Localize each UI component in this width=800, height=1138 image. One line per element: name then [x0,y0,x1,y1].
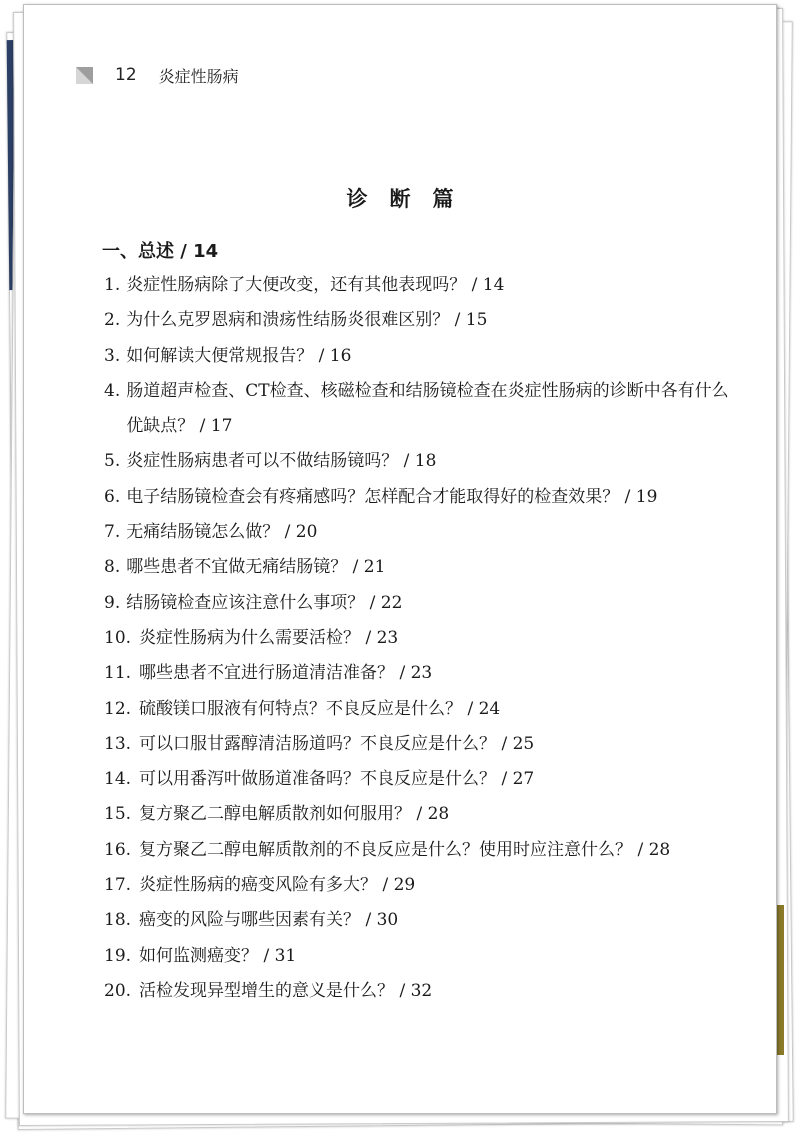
toc-entry-text: 哪些患者不宜进行肠道清洁准备？ / 23 [139,663,433,684]
toc-entry [104,939,744,974]
toc-entry-number: 13. [104,733,132,754]
toc-entry-text: 活检发现异型增生的意义是什么？ / 32 [139,980,433,1001]
toc-entry-text: 癌变的风险与哪些因素有关？ / 30 [139,910,399,931]
toc-entry-number: 3. [104,345,121,366]
toc-entry-number: 4. [104,380,121,401]
toc-entry [104,550,744,585]
toc-entry-text: 复方聚乙二醇电解质散剂如何服用？ / 28 [139,804,450,825]
toc-entry-number: 6. [104,486,121,507]
toc-entry-number: 19. [104,945,132,966]
toc-entry [104,480,744,515]
page-number: 12 [115,65,137,85]
toc-entry-number: 15. [104,804,132,825]
chapter-heading: 一、总述 / 14 [102,241,219,262]
toc-entry-text: 炎症性肠病的癌变风险有多大？ / 29 [139,875,416,896]
toc-entry-text: 炎症性肠病为什么需要活检？ / 23 [139,627,399,648]
toc-entry-number: 17. [104,875,132,896]
toc-entry [104,621,744,656]
toc-entry-text: 如何监测癌变？ / 31 [139,945,297,966]
toc-entry-text: 可以口服甘露醇清洁肠道吗？不良反应是什么？ / 25 [139,733,535,754]
table-of-contents [104,268,744,1009]
toc-entry-text: 可以用番泻叶做肠道准备吗？不良反应是什么？ / 27 [139,769,535,790]
toc-entry [104,833,744,868]
toc-entry [104,903,744,938]
toc-entry-text: 炎症性肠病患者可以不做结肠镜吗？ / 18 [126,451,437,472]
section-title: 诊断篇 [346,187,476,211]
toc-entry-text: 无痛结肠镜怎么做？ / 20 [126,522,318,543]
toc-entry-number: 16. [104,839,132,860]
toc-entry-text: 炎症性肠病除了大便改变，还有其他表现吗？ / 14 [126,275,505,295]
toc-entry-number: 12. [104,698,132,719]
toc-entry [104,586,744,621]
toc-entry [104,374,744,445]
toc-entry [104,797,744,832]
toc-entry-number: 1. [104,275,121,295]
toc-entry [104,727,744,762]
toc-entry-number: 14. [104,769,132,790]
toc-entry [104,444,744,479]
toc-entry-text: 复方聚乙二醇电解质散剂的不良反应是什么？使用时应注意什么？ / 28 [139,839,671,860]
toc-entry-number: 9. [104,592,121,613]
toc-entry-text: 如何解读大便常规报告？ / 16 [126,345,352,366]
toc-entry [104,656,744,691]
book-title: 炎症性肠病 [158,66,239,86]
toc-entry [104,692,744,727]
toc-entry-number: 7. [104,522,121,543]
toc-entry-text: 为什么克罗恩病和溃疡性结肠炎很难区别？ / 15 [126,310,488,331]
toc-entry-number: 20. [104,980,132,1001]
toc-entry-text: 电子结肠镜检查会有疼痛感吗？怎样配合才能取得好的检查效果？ / 19 [126,486,658,507]
toc-entry-text: 结肠镜检查应该注意什么事项？ / 22 [126,592,403,613]
toc-entry [104,268,744,303]
toc-entry [104,515,744,550]
toc-entry [104,303,744,338]
toc-entry-text: 硫酸镁口服液有何特点？不良反应是什么？ / 24 [139,698,501,719]
running-head [76,63,239,87]
toc-entry [104,974,744,1009]
corner-mark-icon [76,67,93,84]
toc-entry-text: 肠道超声检查、CT检查、核磁检查和结肠镜检查在炎症性肠病的诊断中各有什么优缺点？ / 17 [126,380,729,437]
toc-entry-number: 8. [104,557,121,578]
toc-entry-number: 5. [104,451,121,472]
toc-entry [104,868,744,903]
toc-entry-number: 18. [104,910,132,931]
toc-entry-number: 2. [104,310,121,331]
toc-entry [104,762,744,797]
toc-entry-text: 哪些患者不宜做无痛结肠镜？ / 21 [126,557,386,578]
toc-entry-number: 11. [104,663,132,684]
toc-entry-number: 10. [104,627,132,648]
book-page [23,4,777,1114]
toc-entry [104,339,744,374]
